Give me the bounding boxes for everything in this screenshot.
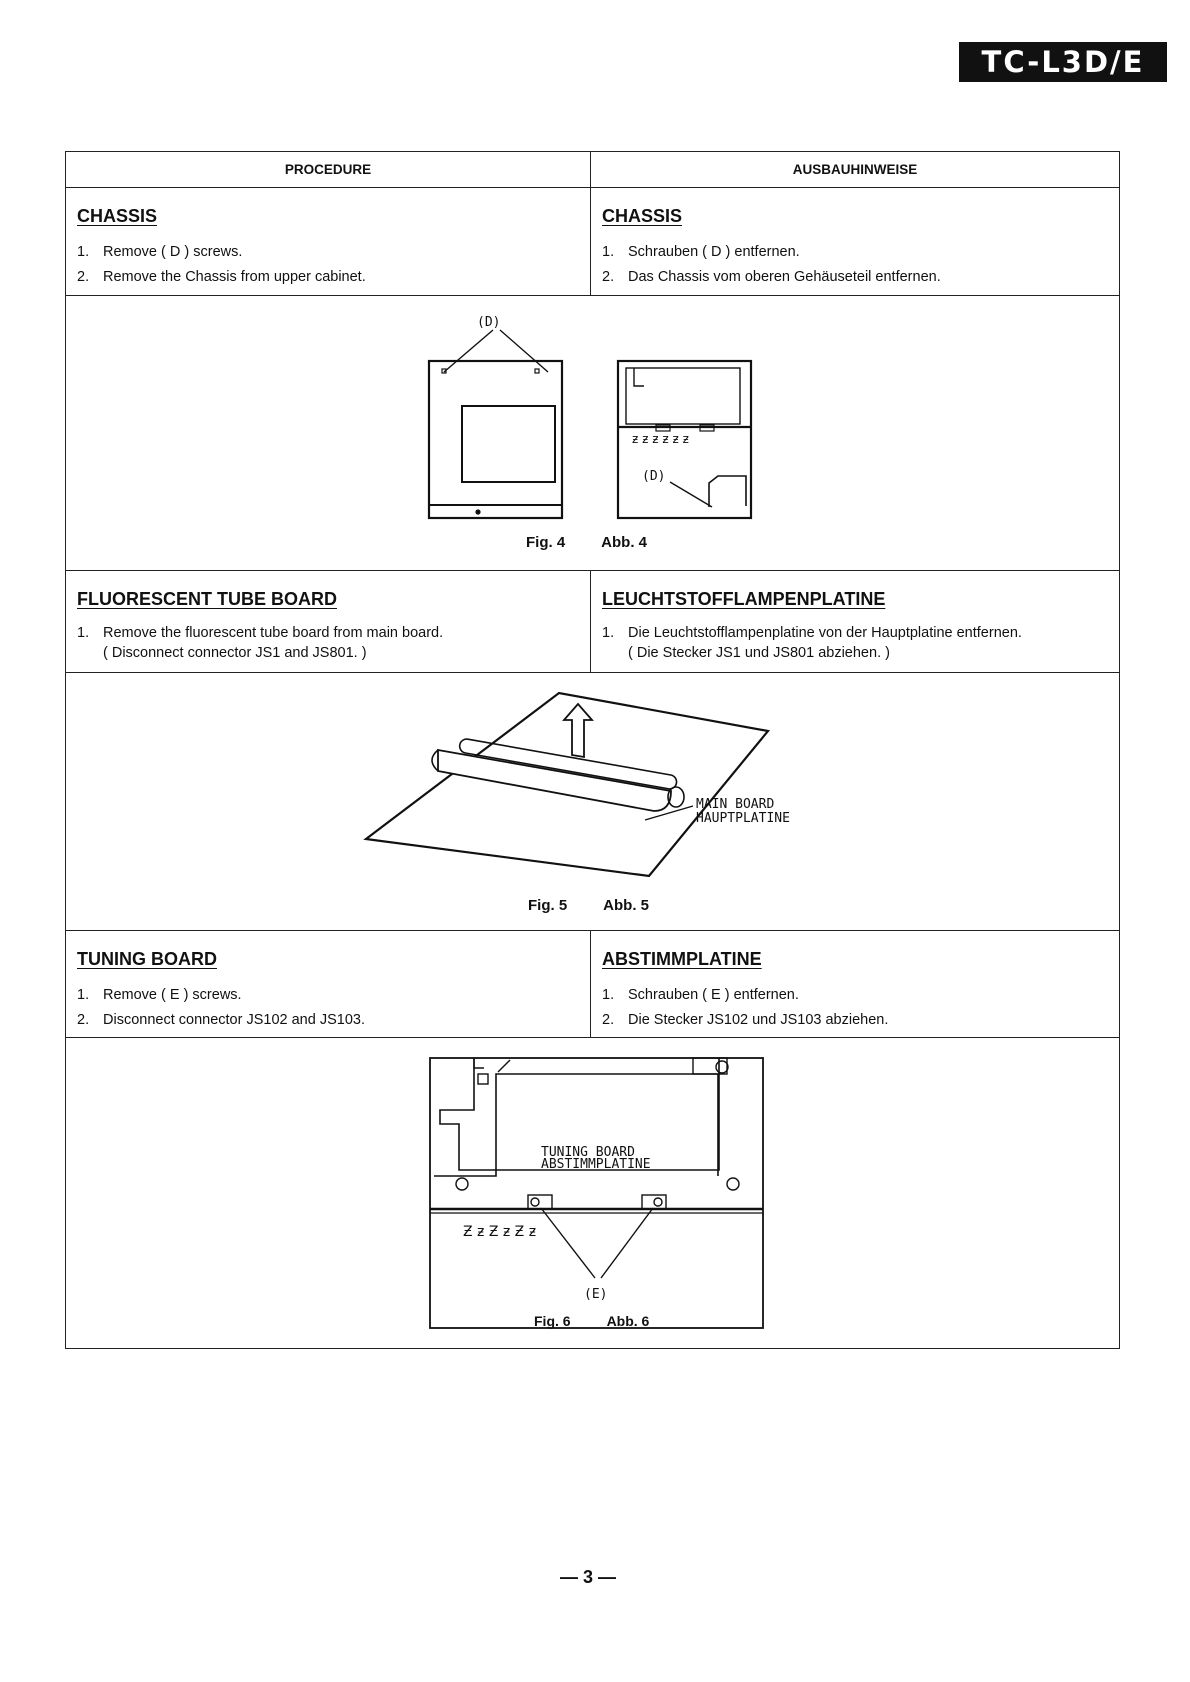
- list-item: ( Disconnect connector JS1 and JS801. ): [103, 645, 367, 661]
- section-title: CHASSIS: [77, 206, 158, 226]
- figure-5-caption: [528, 897, 649, 914]
- figure-6-drawing: [66, 1038, 1121, 1350]
- section-title: ABSTIMMPLATINE: [602, 949, 762, 969]
- caption-en: Fig. 5: [528, 897, 568, 914]
- list-item: 2. Remove the Chassis from upper cabinet.: [77, 269, 366, 285]
- list-item: 1. Remove ( E ) screws.: [77, 987, 242, 1003]
- header-ausbauhinweise: AUSBAUHINWEISE: [792, 162, 918, 177]
- step-list: [602, 983, 888, 1033]
- main-board-label: MAIN BOARD: [696, 797, 775, 812]
- figure-5-drawing: [66, 673, 1121, 931]
- caption-en: Fig. 4: [526, 534, 566, 551]
- svg-text:ƶ ƶ ƶ ƶ ƶ ƶ: ƶ ƶ ƶ ƶ ƶ ƶ: [632, 432, 689, 446]
- caption-de: Abb. 4: [601, 534, 648, 551]
- section-title: TUNING BOARD: [77, 949, 217, 969]
- figure-4-caption: [526, 534, 647, 551]
- list-item: ( Die Stecker JS1 und JS801 abziehen. ): [628, 645, 890, 661]
- list-item: 2. Disconnect connector JS102 and JS103.: [77, 1012, 365, 1028]
- caption-en: Fig. 6: [534, 1313, 571, 1329]
- header-row: [66, 152, 1119, 187]
- screw-label-e: (E): [584, 1287, 608, 1302]
- section-chassis: [66, 187, 1119, 295]
- abstimmplatine-label: ABSTIMMPLATINE: [541, 1157, 651, 1172]
- figure-5-panel: [66, 672, 1119, 930]
- figure-6-caption: [534, 1313, 649, 1329]
- step-list: [602, 240, 941, 290]
- step-list: [77, 983, 365, 1033]
- list-item: 2. Die Stecker JS102 und JS103 abziehen.: [602, 1012, 889, 1028]
- step-list: [602, 623, 1022, 663]
- figure-4-panel: [66, 295, 1119, 570]
- tuning-board-label: TUNING BOARD: [541, 1145, 635, 1160]
- caption-de: Abb. 5: [603, 897, 650, 914]
- list-item: 2. Das Chassis vom oberen Gehäuseteil entfernen.: [602, 269, 941, 285]
- svg-text:Ƶ ƶ Ƶ ƶ Ƶ ƶ: Ƶ ƶ Ƶ ƶ Ƶ ƶ: [463, 1224, 537, 1240]
- screw-label-d-2: (D): [642, 469, 666, 484]
- list-item: 1. Die Leuchtstofflampenplatine von der Hauptplatine entfernen.: [602, 625, 1022, 641]
- list-item: 1. Schrauben ( D ) entfernen.: [602, 244, 800, 260]
- list-item: 1. Schrauben ( E ) entfernen.: [602, 987, 799, 1003]
- model-badge: TC-L3D/E: [959, 42, 1167, 82]
- screw-label-d: (D): [477, 315, 501, 330]
- section-title: CHASSIS: [602, 206, 683, 226]
- header-procedure: PROCEDURE: [66, 152, 591, 187]
- list-item: 1. Remove the fluorescent tube board from main board.: [77, 625, 444, 641]
- section-title: FLUORESCENT TUBE BOARD: [77, 589, 337, 609]
- figure-6-panel: [66, 1037, 1119, 1349]
- section-title: LEUCHTSTOFFLAMPENPLATINE: [602, 589, 886, 609]
- hauptplatine-label: HAUPTPLATINE: [696, 811, 790, 826]
- figure-4-drawing: [66, 296, 1121, 571]
- procedure-table: [65, 151, 1120, 1349]
- section-tuning-board: [66, 930, 1119, 1037]
- page-number: — 3 —: [560, 1567, 617, 1587]
- section-fluorescent-tube-board: [66, 570, 1119, 672]
- step-list: [77, 623, 443, 663]
- step-list: [77, 240, 366, 290]
- list-item: 1. Remove ( D ) screws.: [77, 244, 243, 260]
- caption-de: Abb. 6: [606, 1313, 650, 1329]
